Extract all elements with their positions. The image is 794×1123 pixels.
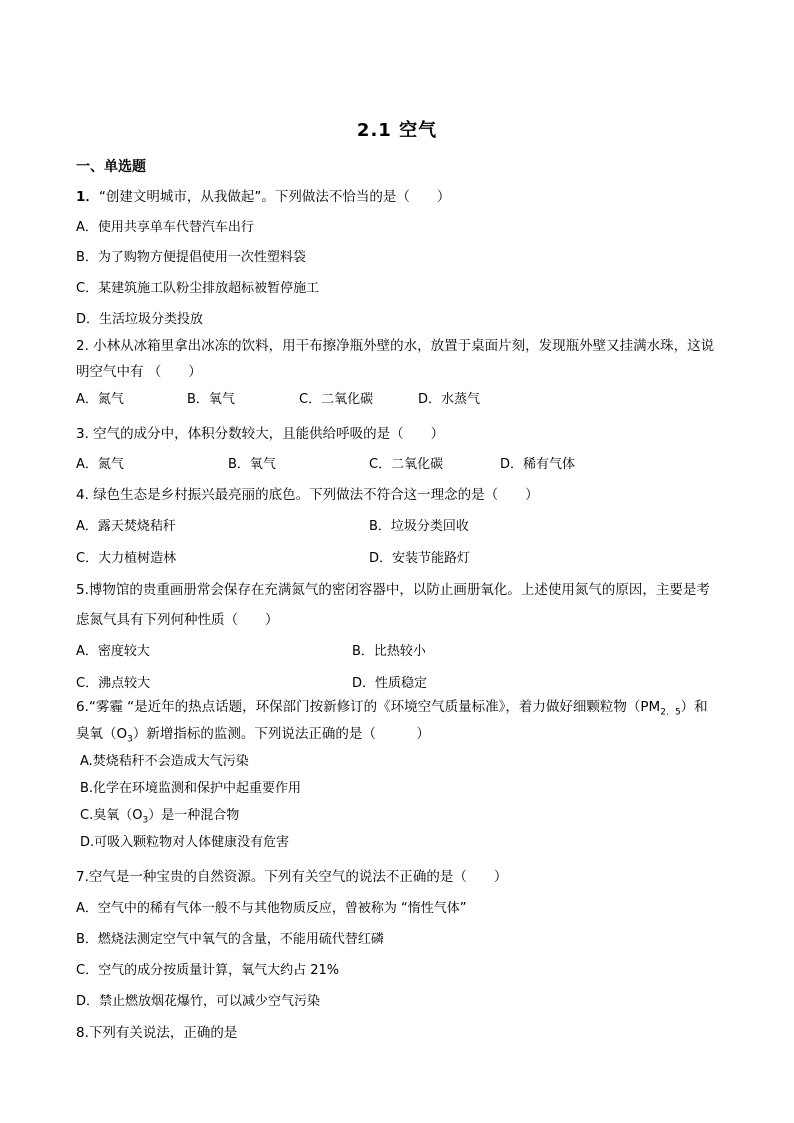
question-6-text-1b: ）和 (680, 699, 708, 715)
question-1-option-d: D．生活垃圾分类投放 (76, 312, 204, 327)
question-4-option-d: D．安装节能路灯 (369, 551, 471, 566)
question-3-option-c: C．二氧化碳 (369, 457, 444, 472)
question-2-option-a: A．氮气 (76, 392, 124, 407)
question-3-option-a: A．氮气 (76, 457, 124, 472)
question-5-stem-line-1 (76, 581, 710, 599)
question-6-option-d: D.可吸入颗粒物对人体健康没有危害 (80, 835, 290, 850)
question-4-text: 绿色生态是乡村振兴最亮丽的底色。下列做法不符合这一理念的是（ ） (88, 487, 539, 503)
question-6-text-2b: ）新增指标的监测。下列说法正确的是（ ） (132, 726, 430, 742)
question-5-option-d: D．性质稳定 (352, 676, 428, 691)
question-7-option-b: B．燃烧法测定空气中氧气的含量，不能用硫代替红磷 (76, 932, 384, 947)
question-6-text-2a: 臭氧（O (76, 726, 128, 742)
question-2-stem-line-2: 明空气中有 （ ） (76, 364, 202, 380)
question-8-number: 8. (76, 1025, 89, 1041)
section-heading: 一、单选题 (76, 159, 146, 175)
question-6-option-c-rest: ）是一种混合物 (148, 808, 240, 823)
question-2-number: 2. (76, 338, 89, 354)
question-4-number: 4. (76, 487, 89, 503)
question-4-stem (76, 486, 539, 504)
question-6-option-c-subscript: 3 (142, 815, 149, 826)
question-6-number: 6. (76, 699, 89, 715)
question-1-text: “创建文明城市，从我做起”。下列做法不恰当的是（ ） (98, 189, 451, 205)
page-title: 2.1 空气 (356, 120, 438, 141)
question-1-stem (76, 188, 450, 206)
question-3-option-b: B．氧气 (228, 457, 276, 472)
question-2-option-b: B．氧气 (187, 392, 235, 407)
question-5-option-a: A．密度较大 (76, 644, 150, 659)
question-8-text: 下列有关说法，正确的是 (88, 1025, 238, 1041)
question-6-text-1a: “雾霾 “是近年的热点话题，环保部门按新修订的《环境空气质量标准》，着力做好细颗粒物（PM (88, 699, 661, 715)
question-1-option-a: A．使用共享单车代替汽车出行 (76, 220, 254, 235)
question-4-option-a: A．露天焚烧秸秆 (76, 519, 176, 534)
question-5-number: 5. (76, 582, 89, 598)
question-6-option-a: A.焚烧秸秆不会造成大气污染 (80, 754, 249, 769)
question-2-option-c: C．二氧化碳 (299, 392, 374, 407)
question-6-o3-subscript: 3 (127, 734, 133, 745)
question-1-option-c: C．某建筑施工队粉尘排放超标被暂停施工 (76, 281, 320, 296)
question-4-option-b: B．垃圾分类回收 (369, 519, 469, 534)
question-7-option-d: D．禁止燃放烟花爆竹，可以减少空气污染 (76, 994, 321, 1009)
question-7-text: 空气是一种宝贵的自然资源。下列有关空气的说法不正确的是（ ） (88, 869, 508, 885)
question-6-option-c-text: C.臭氧（O (80, 808, 143, 823)
question-7-stem (76, 868, 507, 886)
question-3-text: 空气的成分中，体积分数较大，且能供给呼吸的是（ ） (88, 426, 445, 442)
question-4-option-c: C．大力植树造林 (76, 551, 177, 566)
question-5-text-1: 博物馆的贵重画册常会保存在充满氮气的密闭容器中，以防止画册氧化。上述使用氮气的原因，主要是考 (88, 582, 710, 598)
question-2-stem-line-1 (76, 337, 714, 355)
question-6-stem-line-2 (76, 725, 430, 749)
question-3-option-d: D．稀有气体 (500, 457, 576, 472)
question-7-number: 7. (76, 869, 89, 885)
question-3-number: 3. (76, 426, 89, 442)
question-3-stem (76, 425, 444, 443)
question-1-number: 1． (76, 189, 99, 205)
question-7-option-a: A．空气中的稀有气体一般不与其他物质反应，曾被称为 “惰性气体” (76, 901, 467, 916)
question-6-option-c (80, 807, 239, 830)
question-2-text-1: 小林从冰箱里拿出冰冻的饮料，用干布擦净瓶外壁的水，放置于桌面片刻，发现瓶外壁又挂满水珠，这说 (88, 338, 715, 354)
question-6-option-b: B.化学在环境监测和保护中起重要作用 (80, 781, 302, 796)
question-1-option-b: B．为了购物方便提倡使用一次性塑料袋 (76, 250, 306, 265)
question-2-option-d: D．水蒸气 (418, 392, 481, 407)
question-6-stem-line-1 (76, 698, 708, 722)
question-8-stem (76, 1024, 237, 1042)
question-6-pm-subscript: 2．5 (660, 707, 681, 718)
question-5-option-b: B．比热较小 (352, 644, 426, 659)
question-7-option-c: C．空气的成分按质量计算，氧气大约占 21% (76, 963, 340, 978)
question-5-stem-line-2: 虑氮气具有下列何种性质（ ） (76, 612, 279, 628)
question-5-option-c: C．沸点较大 (76, 676, 151, 691)
